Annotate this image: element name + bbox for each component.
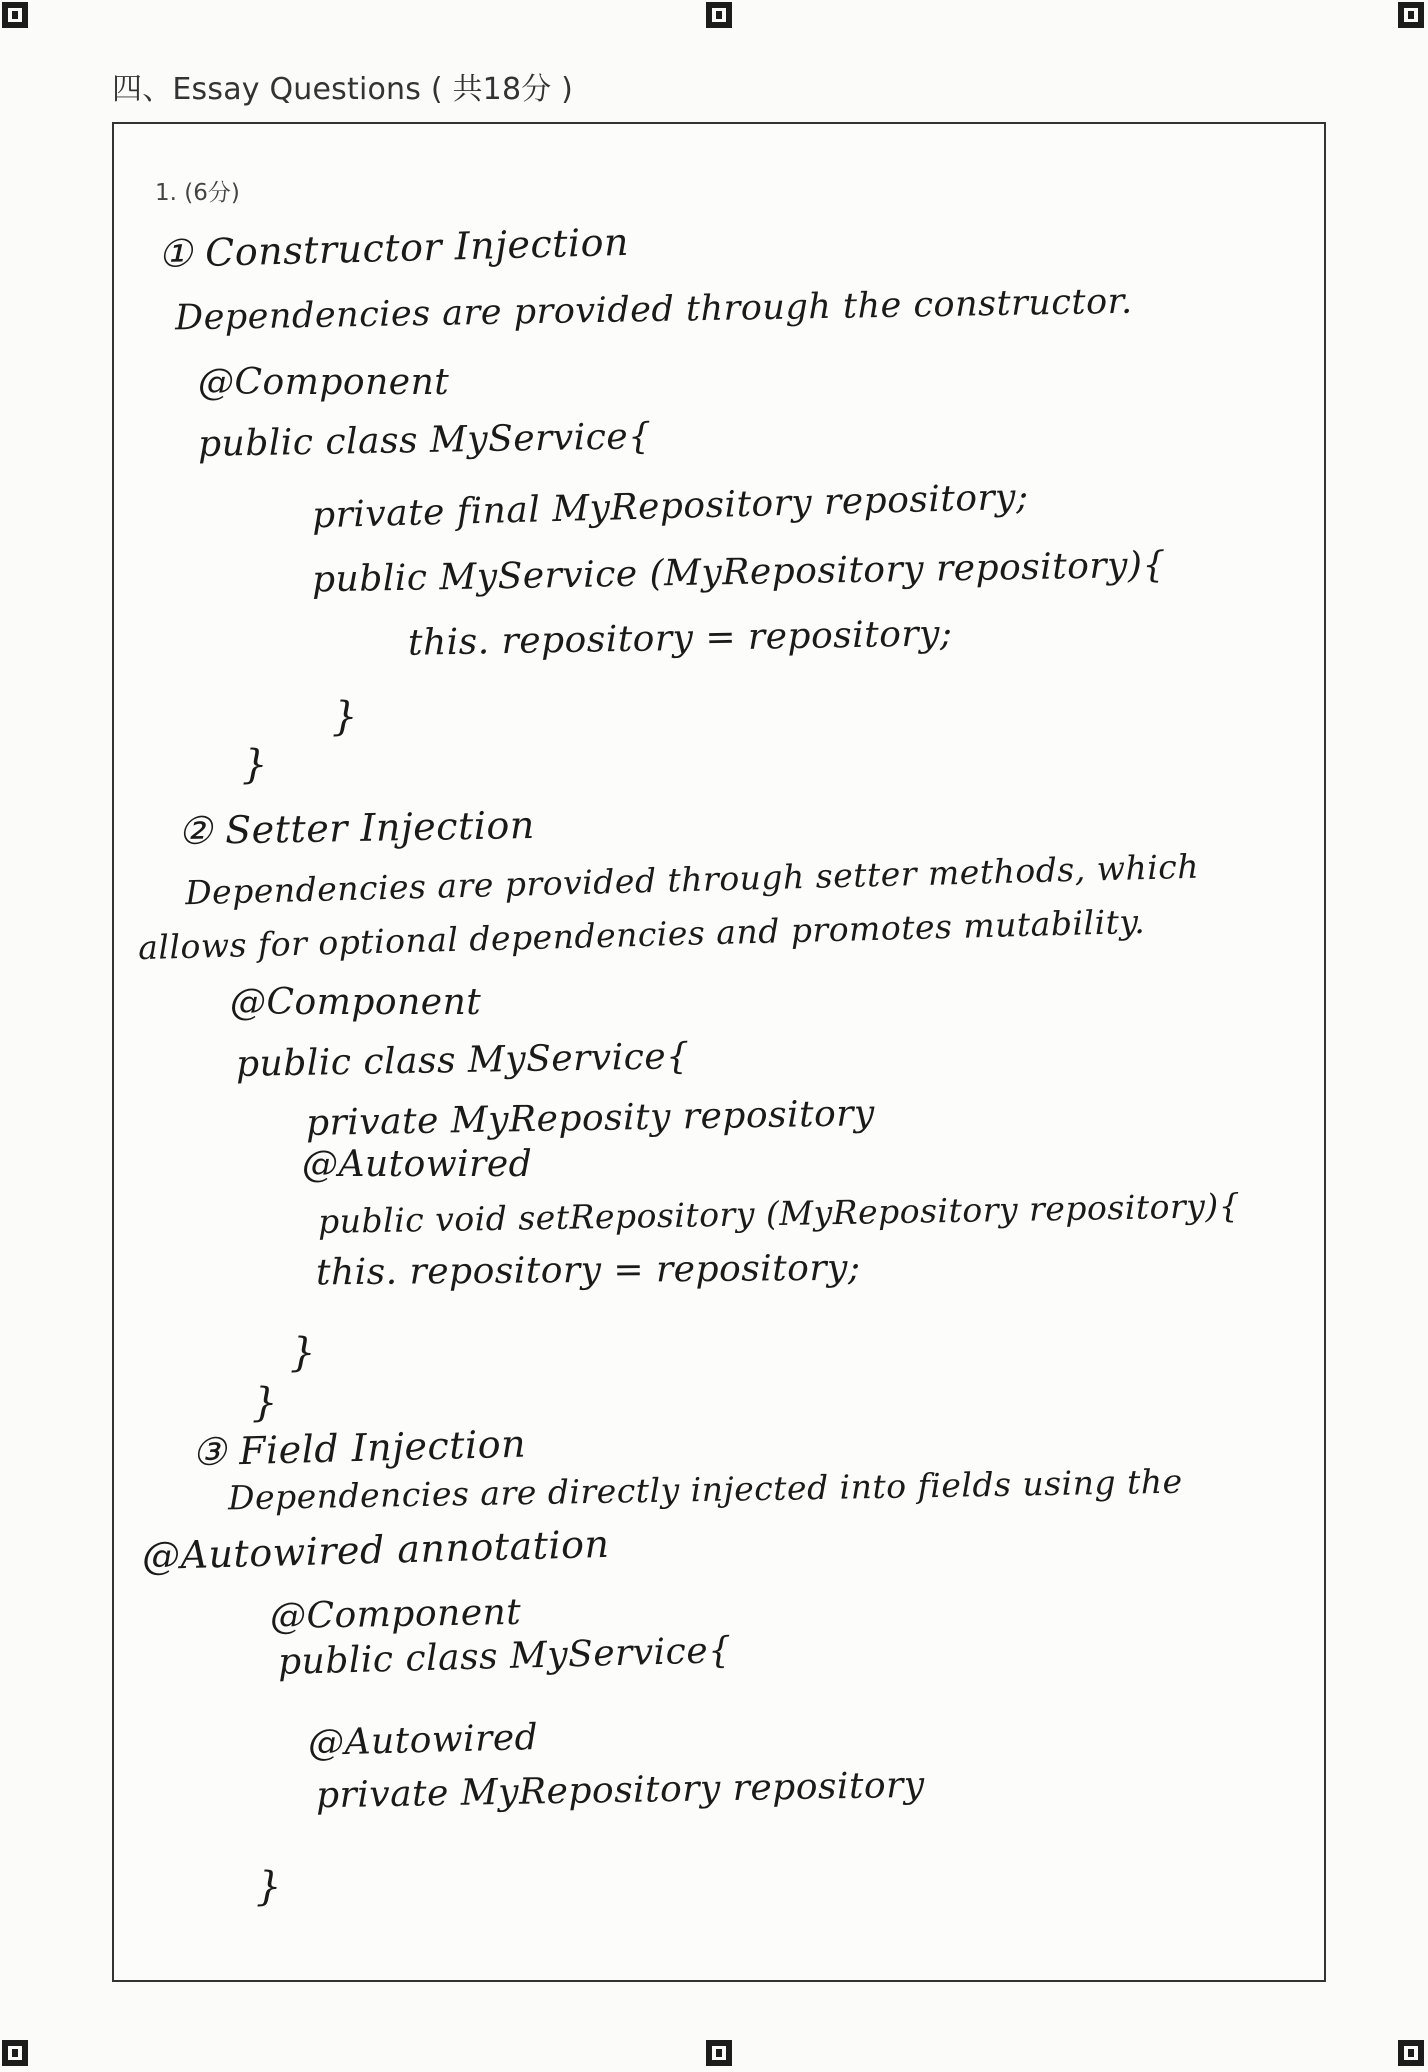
code-line: @Autowired xyxy=(307,1716,539,1765)
code-line: } xyxy=(332,694,358,740)
code-line: public class MyService{ xyxy=(277,1630,733,1683)
code-line: private MyRepository repository xyxy=(315,1764,925,1817)
code-line: private MyReposity repository xyxy=(305,1093,876,1144)
section-1-title: ① Constructor Injection xyxy=(157,219,630,277)
section-3-title: ③ Field Injection xyxy=(191,1421,527,1475)
code-line: } xyxy=(290,1330,316,1376)
registration-marker-bottom-left xyxy=(2,2040,28,2066)
section-2-description-line-2: allows for optional dependencies and promotes mutability. xyxy=(137,901,1146,968)
section-2-title: ② Setter Injection xyxy=(177,802,536,854)
code-line: @Component xyxy=(269,1591,522,1638)
section-1-description: Dependencies are provided through the constructor. xyxy=(174,281,1133,339)
code-line: @Component xyxy=(198,362,450,403)
section-3-description-line-1: Dependencies are directly injected into fields using the xyxy=(227,1461,1183,1518)
section-2-description-line-1: Dependencies are provided through setter methods, which xyxy=(184,846,1200,913)
code-line: public class MyService{ xyxy=(235,1036,690,1085)
registration-marker-top-right xyxy=(1398,2,1424,28)
code-line: } xyxy=(252,1380,278,1426)
registration-marker-bottom-right xyxy=(1398,2040,1424,2066)
code-line: } xyxy=(242,742,268,788)
code-line: public MyService (MyRepository repository){ xyxy=(311,544,1167,601)
code-line: @Autowired xyxy=(302,1144,533,1185)
registration-marker-bottom-center xyxy=(706,2040,732,2066)
registration-marker-top-center xyxy=(706,2,732,28)
section-3-description-line-2: @Autowired annotation xyxy=(141,1521,610,1579)
code-line: } xyxy=(256,1864,282,1910)
code-line: @Component xyxy=(230,982,482,1023)
code-line: public void setRepository (MyRepository repository){ xyxy=(317,1185,1241,1242)
code-line: public class MyService{ xyxy=(197,416,652,465)
code-line: this. repository = repository; xyxy=(315,1247,861,1294)
code-line: private final MyRepository repository; xyxy=(311,476,1030,537)
section-header: 四、Essay Questions ( 共18分 ) xyxy=(112,72,574,107)
registration-marker-top-left xyxy=(2,2,28,28)
question-number: 1. (6分) xyxy=(155,180,240,206)
code-line: this. repository = repository; xyxy=(407,613,953,664)
